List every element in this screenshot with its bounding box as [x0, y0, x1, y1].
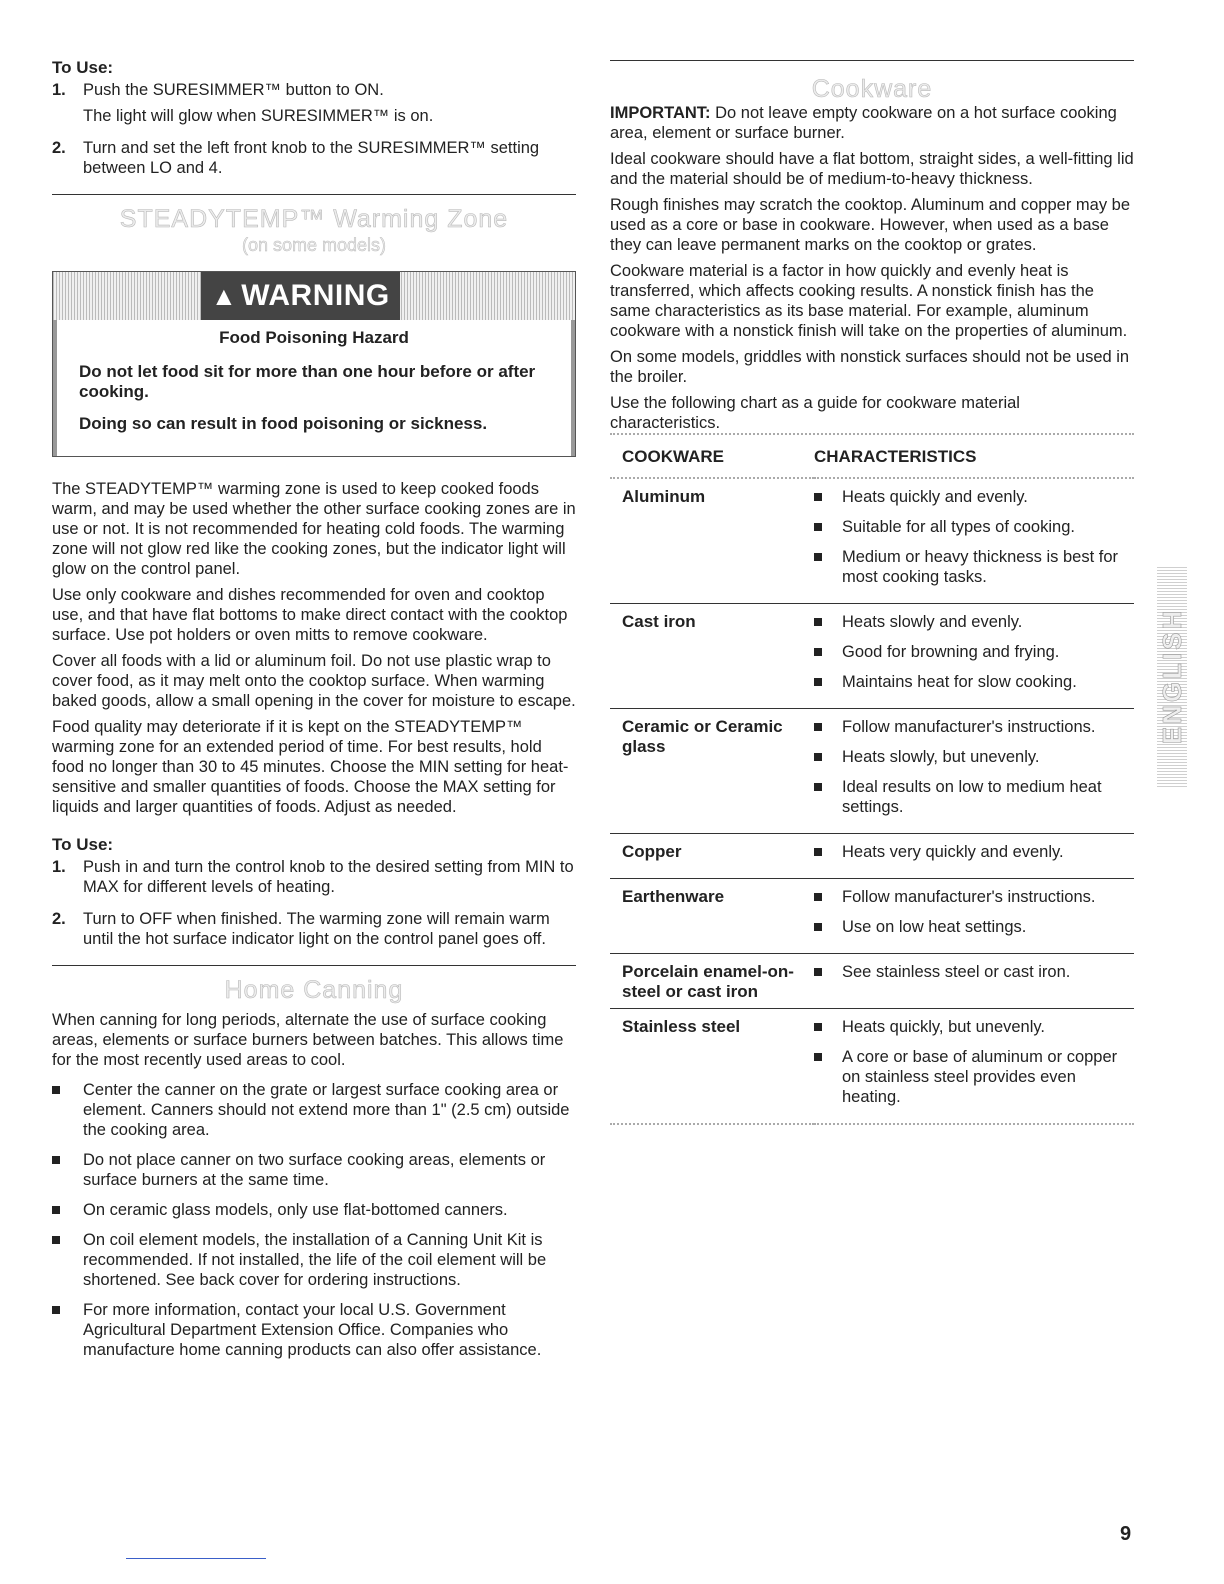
list-item — [52, 1080, 576, 1140]
bullet-square-icon — [814, 777, 826, 817]
bullet-square-icon — [814, 672, 826, 692]
material-cell: Stainless steel — [610, 1009, 814, 1125]
step-item — [52, 909, 576, 955]
step-number: 2. — [52, 139, 66, 157]
material-cell: Copper — [610, 834, 814, 879]
bullet-square-icon — [52, 1080, 83, 1140]
step-number: 1. — [52, 858, 66, 876]
warning-title: Food Poisoning Hazard — [219, 328, 409, 347]
table-top-rule — [610, 433, 1134, 435]
step-text: Turn to OFF when finished. The warming zone will remain warm until the hot surface indicator light on the control panel goes off. — [83, 910, 550, 948]
characteristic-item — [814, 517, 1134, 537]
characteristic-text: Heats quickly and evenly. — [842, 488, 1028, 506]
step-item — [52, 857, 576, 903]
page-number: 9 — [1120, 1523, 1132, 1545]
characteristic-item — [814, 547, 1134, 587]
characteristic-text: Ideal results on low to medium heat settings. — [842, 778, 1102, 816]
bullet-square-icon — [814, 917, 826, 937]
column-header-characteristics: CHARACTERISTICS — [814, 437, 1134, 478]
characteristic-item — [814, 612, 1134, 632]
characteristic-text: Follow manufacturer's instructions. — [842, 888, 1096, 906]
bullet-square-icon — [814, 717, 826, 737]
warning-line: Doing so can result in food poisoning or sickness. — [79, 414, 488, 433]
bullet-square-icon — [52, 1300, 83, 1360]
table-header-row — [610, 437, 1134, 478]
step-item — [52, 138, 576, 184]
characteristic-item — [814, 842, 1134, 862]
characteristic-text: Follow manufacturer's instructions. — [842, 718, 1096, 736]
table-row — [610, 604, 1134, 709]
characteristic-text: Heats slowly and evenly. — [842, 613, 1023, 631]
characteristics-cell — [814, 834, 1134, 879]
characteristic-item — [814, 1017, 1134, 1037]
characteristic-text: Maintains heat for slow cooking. — [842, 673, 1077, 691]
characteristic-item — [814, 717, 1134, 737]
language-side-tab — [1157, 565, 1187, 787]
characteristics-cell — [814, 1009, 1134, 1125]
material-cell: Ceramic or Ceramic glass — [610, 709, 814, 834]
material-cell: Cast iron — [610, 604, 814, 709]
canning-intro: When canning for long periods, alternate the use of surface cooking areas, elements or surface burners between batches. This allows time for the most recently used areas to cool. — [52, 1011, 564, 1069]
list-item — [52, 1150, 576, 1190]
cookware-table — [610, 437, 1134, 1125]
to-use-heading-1: To Use: — [52, 58, 114, 77]
bullet-square-icon — [814, 547, 826, 587]
list-item-text: Center the canner on the grate or largest surface cooking area or element. Canners should not extend more than 1" (2.5 cm) outside the cooking area. — [83, 1081, 570, 1139]
material-cell: Earthenware — [610, 879, 814, 954]
section-divider — [52, 965, 576, 966]
steadytemp-subtitle: (on some models) — [241, 235, 387, 255]
cookware-paragraph: Cookware material is a factor in how quickly and evenly heat is transferred, which affects cooking results. A nonstick finish has the same characteristics as its base material. For example, aluminum cookware with a nonstick finish will take on the properties of aluminum. — [610, 262, 1128, 340]
step-text: Turn and set the left front knob to the SURESIMMER™ setting between LO and 4. — [83, 139, 540, 177]
list-item — [52, 1230, 576, 1290]
characteristic-item — [814, 487, 1134, 507]
characteristic-item — [814, 777, 1134, 817]
column-header-cookware: COOKWARE — [610, 437, 814, 478]
footer-rule — [126, 1558, 266, 1559]
characteristics-cell — [814, 709, 1134, 834]
warning-triangle-icon: ▲ — [211, 281, 238, 311]
side-tab-label: ENGLISH — [1157, 607, 1187, 745]
table-row — [610, 879, 1134, 954]
step-number: 2. — [52, 910, 66, 928]
characteristic-text: Use on low heat settings. — [842, 918, 1027, 936]
characteristic-text: Suitable for all types of cooking. — [842, 518, 1075, 536]
step-text-block — [83, 80, 433, 132]
bullet-square-icon — [52, 1150, 83, 1190]
table-row — [610, 1009, 1134, 1125]
bullet-square-icon — [814, 1047, 826, 1107]
bullet-square-icon — [814, 487, 826, 507]
cookware-paragraph: On some models, griddles with nonstick surfaces should not be used in the broiler. — [610, 348, 1130, 386]
to-use-heading-2: To Use: — [52, 835, 114, 854]
section-divider — [52, 194, 576, 195]
warning-label — [201, 272, 400, 320]
material-cell: Porcelain enamel-on-steel or cast iron — [610, 954, 814, 1009]
list-item-text: Do not place canner on two surface cooking areas, elements or surface burners at the same time. — [83, 1151, 546, 1189]
section-divider — [610, 60, 1134, 61]
material-cell: Aluminum — [610, 478, 814, 604]
table-row — [610, 478, 1134, 604]
steadytemp-paragraph: Use only cookware and dishes recommended for oven and cooktop use, and that have flat bottoms to make direct contact with the cooktop surface. Use pot holders or oven mitts to remove cookware. — [52, 586, 568, 644]
steadytemp-paragraph: Cover all foods with a lid or aluminum foil. Do not use plastic wrap to cover food, as it may melt onto the cooktop surface. When warming baked goods, allow a small opening in the cover for moisture to escape. — [52, 652, 576, 710]
characteristic-text: Heats very quickly and evenly. — [842, 843, 1064, 861]
list-item — [52, 1200, 576, 1220]
canning-bullets — [52, 1080, 576, 1360]
bullet-square-icon — [814, 842, 826, 862]
cookware-paragraph: Ideal cookware should have a flat bottom, straight sides, a well-fitting lid and the material should be of medium-to-heavy thickness. — [610, 150, 1134, 188]
characteristic-text: Good for browning and frying. — [842, 643, 1060, 661]
bullet-square-icon — [814, 642, 826, 662]
cookware-paragraph: Rough finishes may scratch the cooktop. Aluminum and copper may be used as a core or base in cookware. However, when used as a base they can leave permanent marks on the cooktop or grates. — [610, 196, 1131, 254]
bullet-square-icon — [814, 747, 826, 767]
step-text-block — [83, 909, 576, 955]
bullet-square-icon — [52, 1200, 83, 1220]
characteristics-cell — [814, 604, 1134, 709]
steadytemp-paragraph: The STEADYTEMP™ warming zone is used to keep cooked foods warm, and may be used whether the other surface cooking zones are in use or not. It is not recommended for heating cold foods. The warming zone will not glow red like the cooking zones, but the indicator light will glow on the control panel. — [52, 480, 576, 578]
characteristic-item — [814, 962, 1134, 982]
step-text-block — [83, 138, 576, 184]
bullet-square-icon — [814, 517, 826, 537]
to-use-steps-1 — [52, 80, 576, 184]
cookware-title: Cookware — [811, 75, 933, 103]
bullet-square-icon — [52, 1230, 83, 1290]
characteristics-cell — [814, 879, 1134, 954]
bullet-square-icon — [814, 612, 826, 632]
step-number: 1. — [52, 81, 66, 99]
important-text: Do not leave empty cookware on a hot surface cooking area, element or surface burner. — [610, 104, 1117, 142]
list-item — [52, 1300, 576, 1360]
characteristic-item — [814, 672, 1134, 692]
steadytemp-paragraph: Food quality may deteriorate if it is kept on the STEADYTEMP™ warming zone for an extended period of time. For best results, hold food no longer than 30 to 45 minutes. Choose the MIN setting for heat-sensitive and smaller quantities of foods. Choose the MAX setting for liquids and larger quantities of foods. Adjust as needed. — [52, 718, 569, 816]
warning-box — [52, 271, 576, 457]
characteristic-item — [814, 917, 1134, 937]
characteristics-cell — [814, 478, 1134, 604]
right-column — [610, 58, 1134, 1125]
home-canning-title: Home Canning — [224, 976, 404, 1004]
warning-header — [53, 272, 575, 320]
step-item — [52, 80, 576, 132]
important-label: IMPORTANT: — [610, 104, 711, 122]
left-column — [52, 58, 576, 1370]
step-text: Push in and turn the control knob to the desired setting from MIN to MAX for different levels of heating. — [83, 858, 574, 896]
characteristic-text: Medium or heavy thickness is best for most cooking tasks. — [842, 548, 1119, 586]
list-item-text: For more information, contact your local U.S. Government Agricultural Department Extension Office. Companies who manufacture home canning products can also offer assistance. — [83, 1301, 542, 1359]
list-item-text: On ceramic glass models, only use flat-bottomed canners. — [83, 1201, 508, 1219]
characteristic-item — [814, 747, 1134, 767]
important-note — [610, 103, 1134, 143]
characteristic-text: Heats slowly, but unevenly. — [842, 748, 1040, 766]
steadytemp-title: STEADYTEMP™ Warming Zone — [119, 205, 509, 233]
step-text: Push the SURESIMMER™ button to ON. — [83, 81, 384, 99]
bullet-square-icon — [814, 962, 826, 982]
step-text-block — [83, 857, 576, 903]
warning-body — [53, 320, 575, 456]
characteristic-item — [814, 887, 1134, 907]
characteristic-item — [814, 642, 1134, 662]
characteristics-cell — [814, 954, 1134, 1009]
bullet-square-icon — [814, 887, 826, 907]
bullet-square-icon — [814, 1017, 826, 1037]
characteristic-item — [814, 1047, 1134, 1107]
characteristic-text: See stainless steel or cast iron. — [842, 963, 1071, 981]
warning-line: Do not let food sit for more than one hour before or after cooking. — [79, 362, 536, 401]
table-row — [610, 709, 1134, 834]
step-note: The light will glow when SURESIMMER™ is on. — [83, 107, 434, 125]
to-use-steps-2 — [52, 857, 576, 955]
table-row — [610, 954, 1134, 1009]
characteristic-text: A core or base of aluminum or copper on stainless steel provides even heating. — [842, 1048, 1118, 1106]
list-item-text: On coil element models, the installation of a Canning Unit Kit is recommended. If not installed, the life of the coil element will be shortened. See back cover for ordering instructions. — [83, 1231, 547, 1289]
table-row — [610, 834, 1134, 879]
cookware-paragraph: Use the following chart as a guide for cookware material characteristics. — [610, 394, 1020, 432]
characteristic-text: Heats quickly, but unevenly. — [842, 1018, 1045, 1036]
warning-label-text: WARNING — [241, 279, 390, 312]
